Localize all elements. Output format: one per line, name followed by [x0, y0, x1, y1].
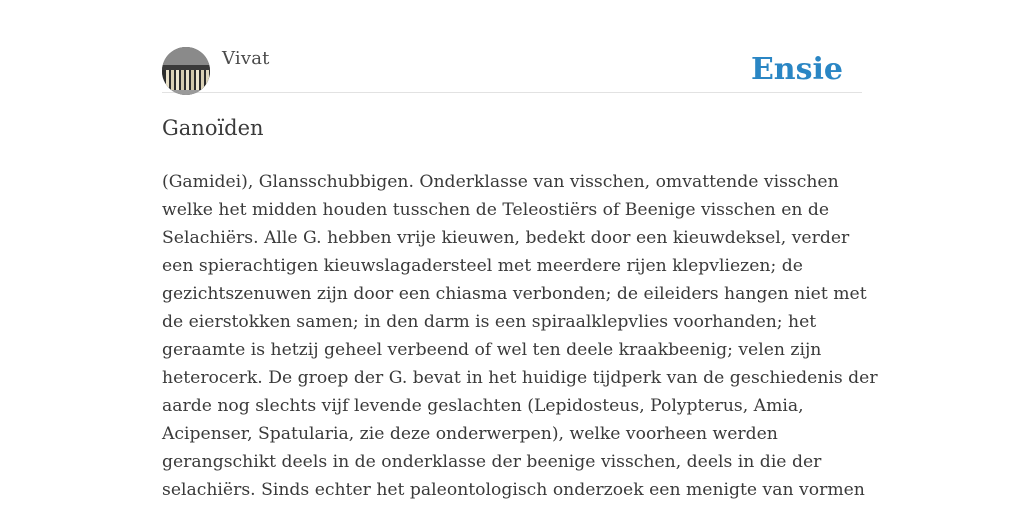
body-line: Selachiërs. Alle G. hebben vrije kieuwen, bedekt door een kieuwdeksel, verder — [162, 228, 850, 248]
body-line: selachiërs. Sinds echter het paleontologisch onderzoek een menigte van vormen — [162, 480, 865, 500]
page-title: Ganoïden — [162, 116, 264, 140]
body-line: heterocerk. De groep der G. bevat in het huidige tijdperk van de geschiedenis der — [162, 368, 878, 388]
page — [162, 0, 878, 512]
author-name[interactable]: Vivat — [222, 48, 270, 69]
article-body — [162, 168, 878, 504]
body-line: (Gamidei), Glansschubbigen. Onderklasse van visschen, omvattende visschen — [162, 172, 839, 192]
body-line: welke het midden houden tusschen de Teleostiërs of Beenige visschen en de — [162, 200, 830, 220]
body-line: aarde nog slechts vijf levende geslachten (Lepidosteus, Polypterus, Amia, — [162, 396, 804, 416]
body-line: de eierstokken samen; in den darm is een spiraalklepvlies voorhanden; het — [162, 312, 817, 332]
header — [162, 44, 862, 93]
body-line: gerangschikt deels in de onderklasse der beenige visschen, deels in die der — [162, 452, 822, 472]
brand-logo[interactable]: Ensie — [750, 52, 843, 87]
body-line: gezichtszenuwen zijn door een chiasma verbonden; de eileiders hangen niet met — [162, 284, 867, 304]
body-line: geraamte is hetzij geheel verbeend of wel ten deele kraakbeenig; velen zijn — [162, 340, 822, 360]
body-line: Acipenser, Spatularia, zie deze onderwerpen), welke voorheen werden — [162, 424, 778, 444]
book-spines-icon — [162, 47, 210, 95]
body-line: een spierachtigen kieuwslagadersteel met meerdere rijen klepvliezen; de — [162, 256, 803, 276]
avatar[interactable] — [162, 47, 210, 95]
